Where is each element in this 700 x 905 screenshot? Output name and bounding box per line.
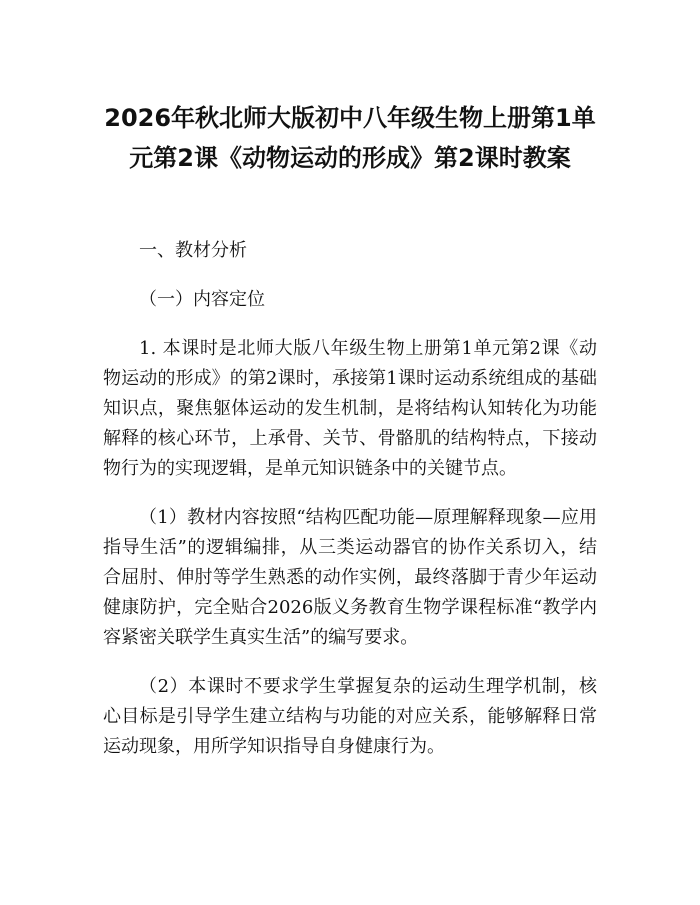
document-title: 2026年秋北师大版初中八年级生物上册第1单元第2课《动物运动的形成》第2课时教案 xyxy=(104,104,596,173)
subsection-heading: （一）内容定位 xyxy=(139,289,265,310)
paragraph-1: 1. 本课时是北师大版八年级生物上册第1单元第2课《动物运动的形成》的第2课时，承接第1课时运动系统组成的基础知识点，聚焦躯体运动的发生机制，是将结构认知转化为功能解释的核心环节，上承骨、关节、骨骼肌的结构特点，下接动物行为的实现逻辑，是单元知识链条中的关键节点。 xyxy=(103,338,597,479)
paragraph-2: （1）教材内容按照“结构匹配功能—原理解释现象—应用指导生活”的逻辑编排，从三类运动器官的协作关系切入，结合屈肘、伸肘等学生熟悉的动作实例，最终落脚于青少年运动健康防护，完全贴合2026版义务教育生物学课程标准“教学内容紧密关联学生真实生活”的编写要求。 xyxy=(103,507,597,648)
section-heading: 一、教材分析 xyxy=(139,240,247,261)
document-body xyxy=(103,236,597,781)
paragraph-3: （2）本课时不要求学生掌握复杂的运动生理学机制，核心目标是引导学生建立结构与功能的对应关系，能够解释日常运动现象，用所学知识指导自身健康行为。 xyxy=(103,676,597,757)
